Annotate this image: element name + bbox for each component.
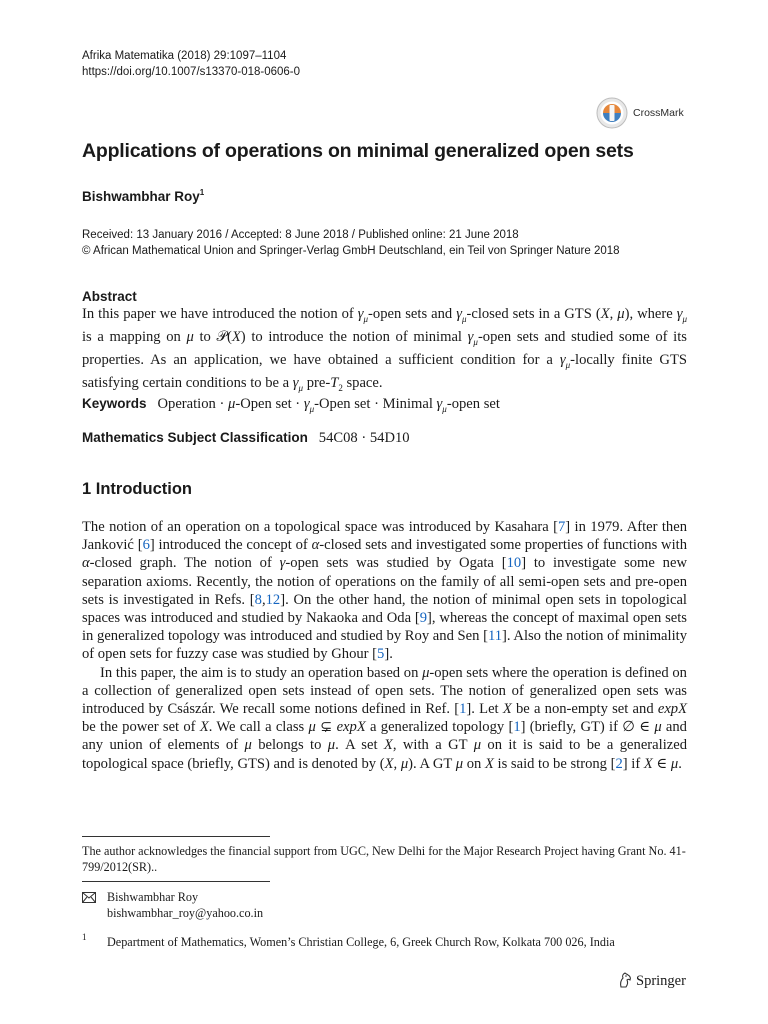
springer-logo: Springer <box>618 972 686 990</box>
msc-codes: 54C08 · 54D10 <box>318 430 410 446</box>
article-dates <box>82 227 702 259</box>
msc-heading: Mathematics Subject Classification <box>82 430 308 445</box>
contact-name: Bishwambhar Roy <box>107 890 199 904</box>
keywords-line: Keywords Operation · μ-Open set · $\gamma_\mu$-Open set · Minimal $\gamma_\mu$-open set <box>82 396 500 414</box>
footnote-rule-2 <box>82 881 270 882</box>
contact-email[interactable]: bishwambhar_roy@yahoo.co.in <box>107 906 264 920</box>
section-title: 1 Introduction <box>82 480 192 498</box>
springer-horse-icon <box>618 972 632 988</box>
received-accepted-published: Received: 13 January 2016 / Accepted: 8 June 2018 / Published online: 21 June 2018 <box>82 229 519 241</box>
crossmark-badge[interactable] <box>596 97 696 131</box>
footnote-rule <box>82 836 270 837</box>
crossmark-label: CrossMark <box>633 107 684 119</box>
abstract-heading: Abstract <box>82 289 137 304</box>
msc-line <box>82 429 687 447</box>
journal-citation: Afrika Matematika (2018) 29:1097–1104 <box>82 50 287 62</box>
keywords-heading: Keywords <box>82 396 147 411</box>
article-title: Applications of operations on minimal generalized open sets <box>82 140 634 162</box>
envelope-icon <box>82 892 96 903</box>
doi-link[interactable]: https://doi.org/10.1007/s13370-018-0606-0 <box>82 66 301 78</box>
contact-block <box>107 889 507 921</box>
copyright-line: © African Mathematical Union and Springer-Verlag GmbH Deutschland, ein Teil von Springer Nature 2018 <box>82 245 620 257</box>
introduction-body: The notion of an operation on a topological space was introduced by Kasahara [7] in 1979. After then Janković [6] introduced the concept of α-closed sets and investigated some properties of functions with α-closed graph. The notion of γ-open sets was studied by Ogata [10] to investigate some new separation axioms. Recently, the notion of operations on the family of all semi-open sets and pre-open sets is investigated in Refs. [8,12]. On the other hand, the notion of minimal open sets in topological spaces was introduced and studied by Nakaoka and Oda [9], whereas the concept of maximal open sets in generalized topology was introduced and studied by Roy and Sen [11]. Also the notion of minimality of open sets for fuzzy case was studied by Ghour [5]. In this paper, the aim is to study an operation based on μ-open sets where the operation is defined on a collection of generalized open sets instead of open sets. The notion of generalized open sets was introduced by Császár. We recall some notions defined in Ref. [1]. Let X be a non-empty set and expX be the power set of X. We call a class μ ⊊ expX a generalized topology [1] (briefly, GT) if ∅ ∈ μ and any union of elements of μ belongs to μ. A set X, with a GT μ on it is said to be a generalized topological space (briefly, GTS) and is denoted by (X, μ). A GT μ on X is said to be strong [2] if X ∈ μ. <box>82 519 688 772</box>
author-name: Bishwambhar Roy$^1$ <box>82 188 205 204</box>
affiliation: Department of Mathematics, Women’s Christian College, 6, Greek Church Row, Kolkata 700 026, India <box>107 935 615 949</box>
funding-footnote: The author acknowledges the financial support from UGC, New Delhi for the Major Research Project having Grant No. 41-799/2012(SR).. <box>82 844 686 874</box>
crossmark-logo-icon <box>596 97 628 129</box>
abstract-body: In this paper we have introduced the notion of $\gamma_\mu$-open sets and $\gamma_\mu$-closed sets in a GTS (X, μ), where $\gamma_\mu$ is a mapping on μ to 𝒫(X) to introduce the notion of minimal $\gamma_\mu$-open sets and studied some of its properties. As an application, we have obtained a sufficient condition for a $\gamma_\mu$-locally finite GTS satisfying certain conditions to be a $\gamma_\mu$ pre-$T_2$ space. <box>82 306 687 394</box>
affiliation-number: 1 <box>82 932 87 942</box>
